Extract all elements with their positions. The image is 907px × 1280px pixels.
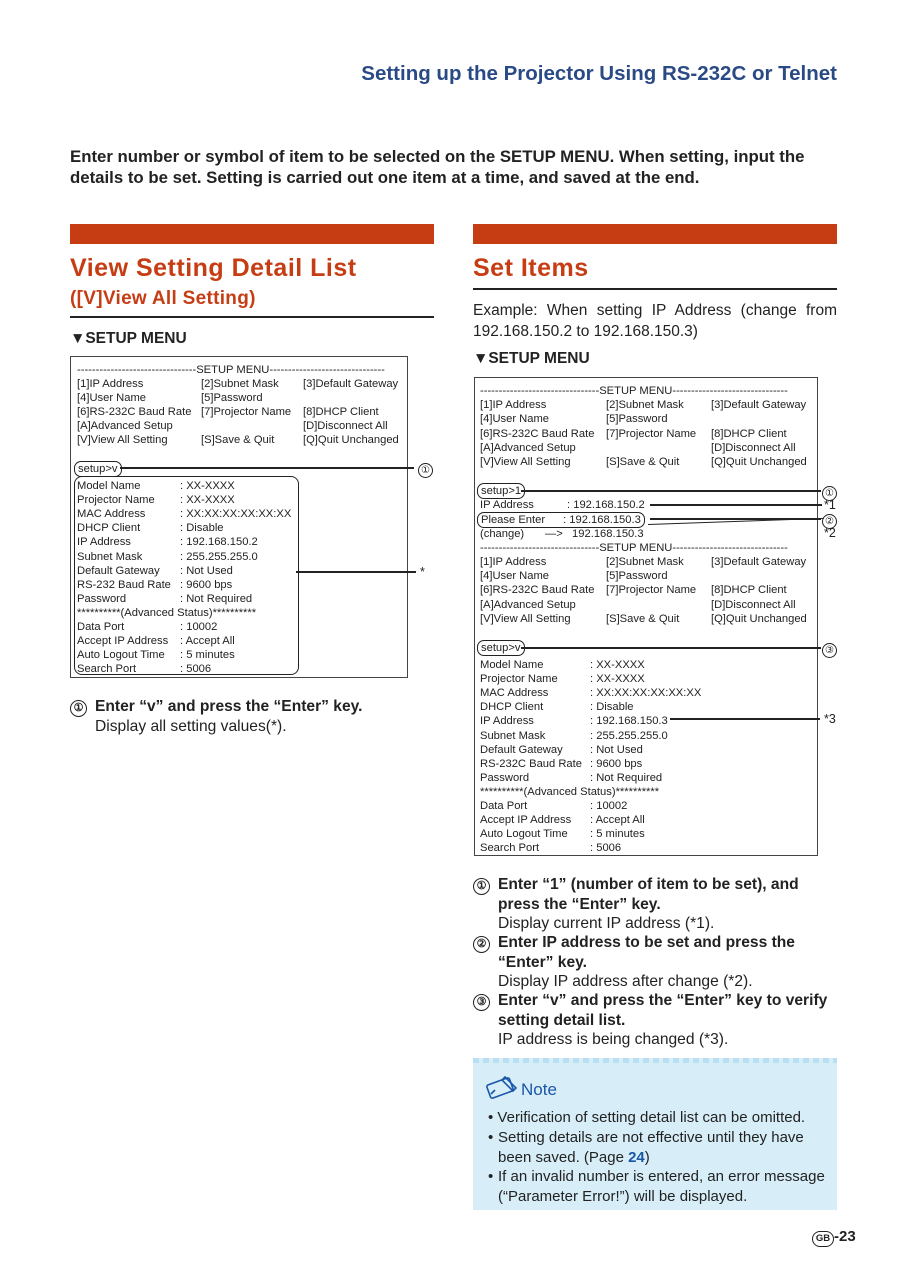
step-instruction: Enter “v” and press the “Enter” key to verify setting detail list. — [498, 992, 828, 1029]
menu-item: [6]RS-232C Baud Rate — [480, 428, 595, 440]
detail-value: : 9600 bps — [180, 578, 233, 591]
detail-key: DHCP Client — [77, 522, 141, 535]
menu-header-line: --------------------------------SETUP MENU------------------------------- — [480, 385, 788, 397]
detail-key: MAC Address — [77, 508, 146, 521]
change-key: (change) — [480, 528, 525, 540]
detail-row — [77, 578, 233, 592]
menu-item: [A]Advanced Setup — [480, 599, 576, 611]
menu-item: [2]Subnet Mask — [606, 556, 684, 568]
menu-header-line: --------------------------------SETUP MENU------------------------------- — [77, 364, 385, 376]
note-top-border — [473, 1058, 837, 1063]
menu-item: [A]Advanced Setup — [480, 442, 576, 454]
menu-header-line: --------------------------------SETUP MENU------------------------------- — [480, 542, 788, 554]
detail-key: IP Address — [77, 536, 131, 549]
note-title: Note — [521, 1080, 557, 1099]
prompt-setup-1: setup>1 — [477, 483, 525, 499]
detail-row — [77, 620, 218, 634]
detail-key: Accept IP Address — [480, 814, 572, 827]
menu-item: [D]Disconnect All — [303, 420, 388, 432]
step-description: Display all setting values(*). — [95, 717, 287, 735]
detail-row — [77, 648, 235, 662]
detail-key: Data Port — [480, 800, 528, 812]
detail-value: : 192.168.150.3 — [590, 715, 668, 728]
detail-key: DHCP Client — [480, 701, 544, 714]
detail-value: : 5 minutes — [590, 828, 645, 841]
detail-value: : Not Used — [590, 743, 643, 756]
step-description: Display IP address after change (*2). — [498, 973, 753, 990]
menu-item: [A]Advanced Setup — [77, 420, 173, 432]
detail-row — [480, 700, 634, 714]
menu-item: [Q]Quit Unchanged — [711, 456, 807, 468]
right-step-3 — [473, 991, 837, 1048]
prompt-setup-v: setup>v — [74, 461, 122, 477]
menu-item: [6]RS-232C Baud Rate — [77, 406, 192, 418]
menu-item: [8]DHCP Client — [711, 428, 787, 440]
right-section-bar — [473, 224, 837, 244]
detail-row — [480, 672, 645, 686]
left-section-bar — [70, 224, 434, 244]
menu-item: [3]Default Gateway — [711, 556, 807, 568]
detail-value: : 5 minutes — [180, 649, 235, 662]
detail-value: : Disable — [590, 701, 634, 714]
right-terminal-box — [474, 377, 818, 856]
menu-item: [D]Disconnect All — [711, 442, 796, 454]
detail-value: : 10002 — [590, 800, 628, 812]
detail-row — [77, 662, 212, 676]
step-number: ① — [473, 878, 490, 895]
detail-row — [480, 813, 645, 827]
menu-item: [5]Password — [606, 413, 668, 425]
detail-key: Data Port — [77, 621, 125, 633]
menu-item: [S]Save & Quit — [606, 456, 680, 468]
please-enter-outline — [477, 512, 645, 528]
detail-value: : XX:XX:XX:XX:XX:XX — [590, 687, 702, 700]
detail-key: Search Port — [77, 663, 137, 676]
callout-s3: *3 — [824, 712, 836, 726]
detail-key: MAC Address — [480, 687, 549, 700]
detail-row — [480, 658, 645, 672]
step-description: IP address is being changed (*3). — [498, 1031, 729, 1048]
detail-value: : Disable — [180, 522, 224, 535]
example-text: Example: When setting IP Address (change from 192.168.150.2 to 192.168.150.3) — [473, 302, 837, 340]
detail-key: RS-232 Baud Rate — [77, 578, 171, 591]
left-section-title: View Setting Detail List — [70, 254, 357, 282]
detail-value: : 9600 bps — [590, 757, 643, 770]
menu-item: [V]View All Setting — [480, 613, 571, 625]
menu-item: [4]User Name — [77, 392, 147, 404]
detail-row — [480, 827, 645, 841]
menu-item: [Q]Quit Unchanged — [303, 434, 399, 446]
menu-item: [3]Default Gateway — [303, 378, 399, 390]
detail-row — [480, 841, 622, 855]
menu-item: [2]Subnet Mask — [201, 378, 279, 390]
detail-key: Auto Logout Time — [480, 828, 568, 841]
left-section-rule — [70, 316, 434, 318]
callout-line-3 — [521, 647, 821, 649]
menu-item: [1]IP Address — [480, 399, 547, 411]
callout-s2: *2 — [824, 526, 836, 540]
detail-value: : 255.255.255.0 — [180, 550, 258, 563]
step-number: ③ — [473, 994, 490, 1011]
detail-value: : Accept All — [590, 814, 645, 827]
callout-star: * — [420, 565, 425, 579]
please-enter-key: Please Enter — [481, 514, 546, 526]
left-section-subtitle: ([V]View All Setting) — [70, 288, 256, 309]
note-item: • Setting details are not effective until they have been saved. (Page 24) — [488, 1129, 804, 1166]
detail-value: : XX:XX:XX:XX:XX:XX — [180, 508, 292, 521]
menu-item: [V]View All Setting — [480, 456, 571, 468]
step-instruction: Enter “v” and press the “Enter” key. — [95, 698, 363, 715]
detail-row — [77, 507, 292, 521]
step-description: Display current IP address (*1). — [498, 915, 715, 932]
callout-line-s3 — [670, 718, 820, 720]
callout-1: ① — [822, 483, 837, 501]
detail-row — [480, 714, 668, 728]
right-section-title: Set Items — [473, 254, 589, 282]
menu-item: [Q]Quit Unchanged — [711, 613, 807, 625]
callout-line-1 — [521, 490, 821, 492]
callout-3: ③ — [822, 640, 837, 658]
detail-value: : 5006 — [180, 663, 212, 676]
detail-value: : Accept All — [180, 635, 235, 648]
note-item: • Verification of setting detail list can be omitted. — [488, 1109, 806, 1126]
detail-value: : Not Required — [180, 592, 253, 605]
detail-value: : 5006 — [590, 842, 622, 855]
menu-item: [D]Disconnect All — [711, 599, 796, 611]
detail-value: : XX-XXXX — [180, 480, 235, 492]
menu-item: [S]Save & Quit — [606, 613, 680, 625]
detail-value: : Not Required — [590, 771, 663, 784]
detail-value: : 255.255.255.0 — [590, 729, 668, 742]
detail-key: Default Gateway — [77, 564, 160, 577]
step-number: ② — [473, 936, 490, 953]
right-step-1 — [473, 875, 837, 932]
menu-item: [6]RS-232C Baud Rate — [480, 584, 595, 596]
detail-value: : Not Used — [180, 564, 233, 577]
ip-line-key: IP Address — [480, 499, 534, 511]
menu-item: [4]User Name — [480, 413, 550, 425]
menu-item: [2]Subnet Mask — [606, 399, 684, 411]
menu-item: [8]DHCP Client — [711, 584, 787, 596]
pencil-icon — [485, 1072, 519, 1105]
menu-item: [1]IP Address — [77, 378, 144, 390]
detail-key: Auto Logout Time — [77, 649, 165, 662]
detail-key: Model Name — [480, 659, 544, 671]
menu-item: [7]Projector Name — [201, 406, 292, 418]
detail-key: Accept IP Address — [77, 635, 169, 648]
left-step-1 — [70, 697, 430, 735]
detail-key: **********(Advanced Status)********** — [77, 606, 257, 619]
callout-line-star — [296, 571, 416, 573]
page-link[interactable]: 24 — [628, 1148, 645, 1166]
detail-key: Subnet Mask — [77, 550, 143, 563]
detail-row — [77, 564, 233, 578]
intro-paragraph: Enter number or symbol of item to be selected on the SETUP MENU. When setting, input the details to be set. Setting is carried out one item at a time, and saved at the end. — [70, 147, 805, 187]
change-value: —> 192.168.150.3 — [545, 528, 644, 540]
detail-key: IP Address — [480, 715, 534, 728]
page-header-title: Setting up the Projector Using RS-232C or Telnet — [361, 62, 837, 85]
detail-key: Projector Name — [77, 494, 155, 507]
right-menu-heading: ▼SETUP MENU — [473, 350, 590, 367]
menu-item: [3]Default Gateway — [711, 399, 807, 411]
callout-s1: *1 — [824, 498, 836, 512]
step-instruction: Enter “1” (number of item to be set), and press the “Enter” key. — [498, 876, 799, 913]
menu-item: [7]Projector Name — [606, 428, 697, 440]
detail-row — [77, 521, 224, 535]
menu-item: [7]Projector Name — [606, 584, 697, 596]
detail-row — [77, 606, 256, 620]
callout-line-1 — [120, 467, 414, 469]
detail-row — [480, 743, 643, 757]
detail-row — [480, 771, 663, 785]
detail-key: Default Gateway — [480, 743, 563, 756]
detail-value: : XX-XXXX — [590, 673, 645, 686]
detail-key: Password — [77, 592, 127, 605]
detail-key: Search Port — [480, 842, 540, 855]
right-section-rule — [473, 288, 837, 290]
page-number: GB -23 — [812, 1228, 856, 1247]
detail-row — [77, 550, 258, 564]
detail-row — [480, 799, 628, 813]
menu-item: [4]User Name — [480, 570, 550, 582]
please-enter-value: : 192.168.150.3 — [563, 514, 641, 526]
detail-key: RS-232C Baud Rate — [480, 757, 582, 770]
step-number: ① — [70, 700, 87, 717]
menu-item: [5]Password — [201, 392, 263, 404]
detail-row — [77, 535, 258, 549]
menu-item: [5]Password — [606, 570, 668, 582]
note-box — [473, 1058, 837, 1210]
detail-row — [480, 757, 643, 771]
detail-key: Projector Name — [480, 673, 558, 686]
detail-row — [77, 493, 235, 507]
menu-item: [S]Save & Quit — [201, 434, 275, 446]
left-menu-heading: ▼SETUP MENU — [70, 330, 187, 347]
detail-row — [480, 729, 668, 743]
detail-value: : 10002 — [180, 621, 218, 633]
detail-row — [77, 634, 235, 648]
ip-line-value: : 192.168.150.2 — [567, 499, 645, 511]
callout-line-s1 — [650, 504, 822, 506]
menu-item: [8]DHCP Client — [303, 406, 379, 418]
detail-value: : 192.168.150.2 — [180, 536, 258, 549]
callout-1: ① — [418, 460, 433, 478]
left-terminal-box — [70, 356, 408, 678]
detail-key: Subnet Mask — [480, 729, 546, 742]
detail-value: : XX-XXXX — [590, 659, 645, 671]
prompt-setup-v: setup>v — [477, 640, 525, 656]
detail-value: : XX-XXXX — [180, 494, 235, 507]
menu-item: [1]IP Address — [480, 556, 547, 568]
detail-row — [77, 479, 235, 493]
step-instruction: Enter IP address to be set and press the “Enter” key. — [498, 934, 795, 971]
gb-badge: GB — [812, 1231, 834, 1247]
detail-key: Model Name — [77, 480, 141, 492]
callout-2: ② — [822, 511, 837, 529]
detail-key: Password — [480, 771, 530, 784]
detail-row — [77, 592, 253, 606]
menu-item: [V]View All Setting — [77, 434, 168, 446]
right-step-2 — [473, 933, 837, 990]
detail-row — [480, 785, 659, 799]
detail-row — [480, 686, 702, 700]
note-item: • If an invalid number is entered, an error message (“Parameter Error!”) will be displayed. — [488, 1168, 825, 1205]
detail-key: **********(Advanced Status)********** — [480, 785, 660, 798]
